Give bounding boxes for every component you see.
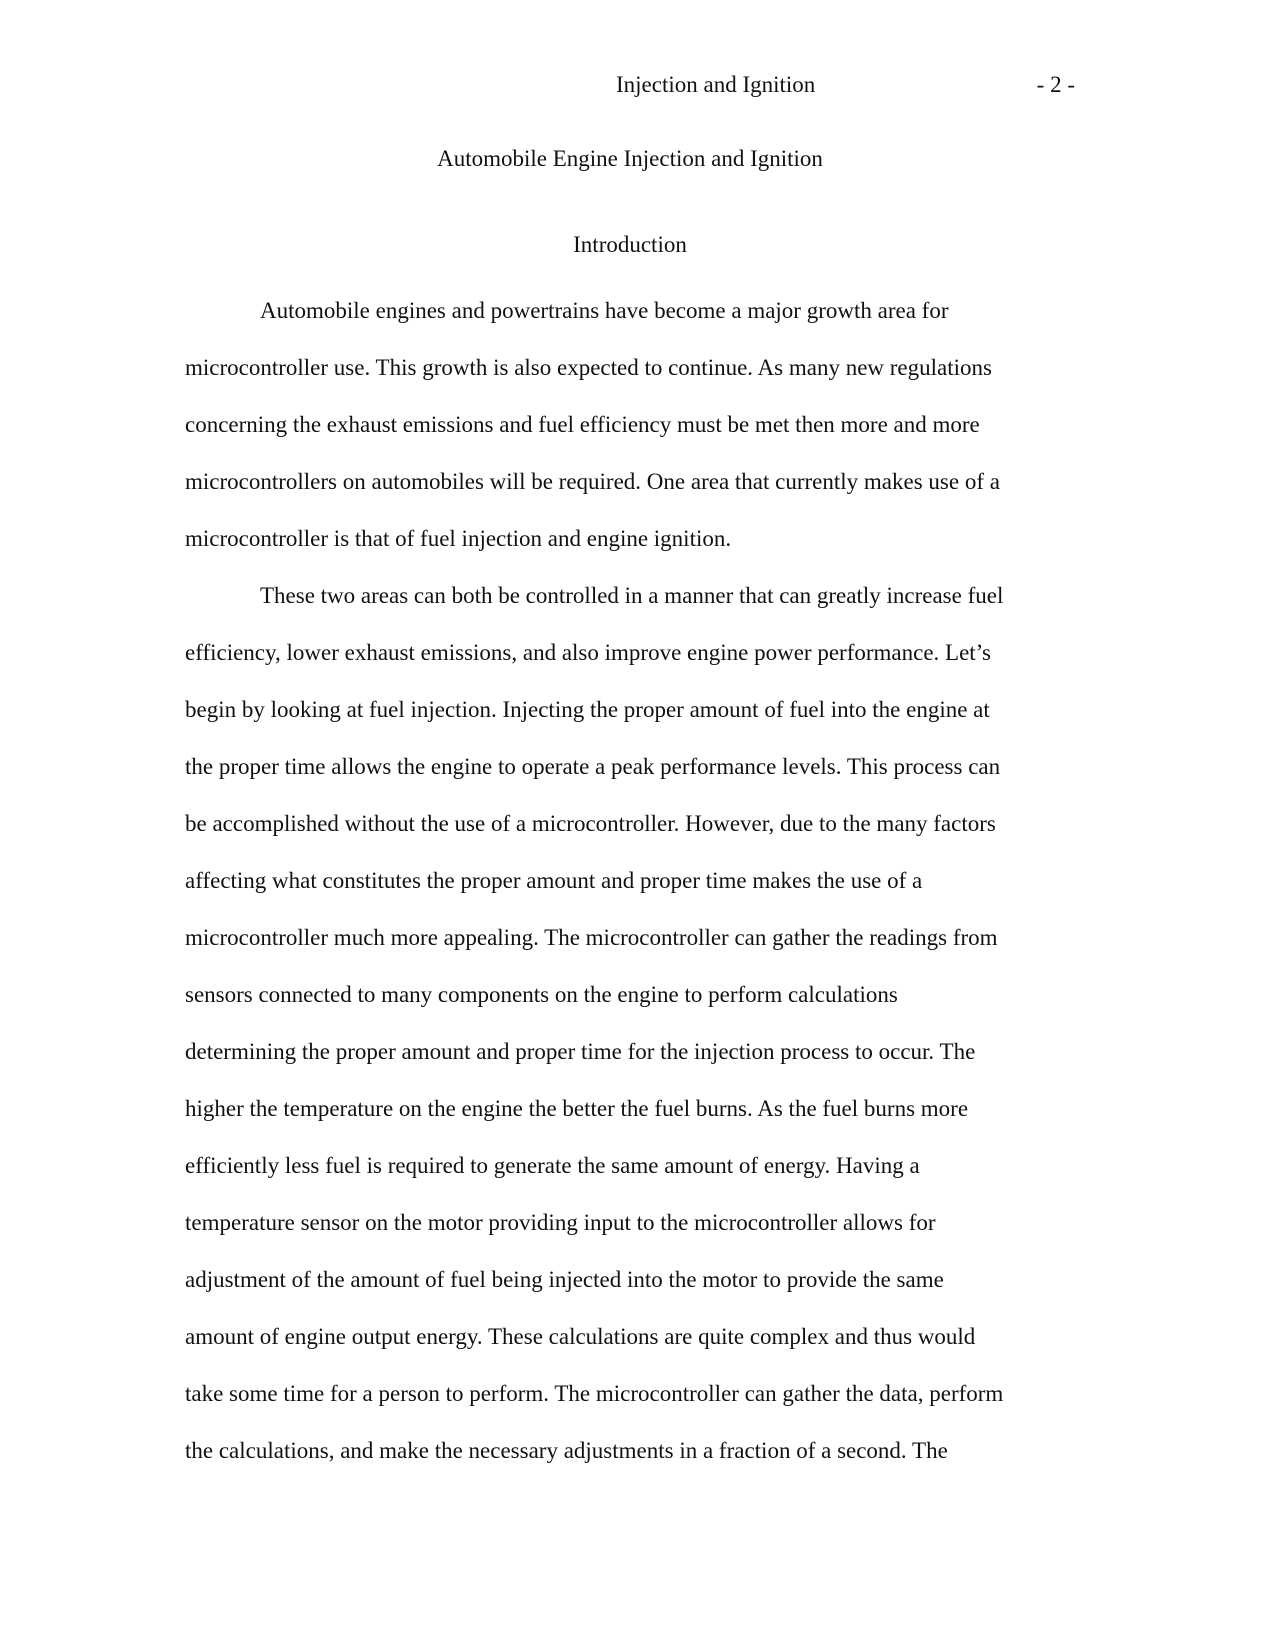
document-title: Automobile Engine Injection and Ignition (437, 146, 823, 171)
paragraph-line: microcontroller much more appealing. The microcontroller can gather the readings from (185, 925, 998, 950)
paragraph-2 (185, 567, 1075, 1479)
paragraph-line: efficiently less fuel is required to generate the same amount of energy. Having a (185, 1153, 920, 1178)
paragraph-line: Automobile engines and powertrains have become a major growth area for (260, 298, 949, 323)
paragraph-line: the calculations, and make the necessary adjustments in a fraction of a second. The (185, 1438, 948, 1463)
paragraph-line: microcontroller use. This growth is also expected to continue. As many new regulations (185, 355, 992, 380)
paragraph-line: efficiency, lower exhaust emissions, and also improve engine power performance. Let’s (185, 640, 992, 665)
paragraph-line: the proper time allows the engine to operate a peak performance levels. This process can (185, 754, 1001, 779)
paragraph-line: affecting what constitutes the proper amount and proper time makes the use of a (185, 868, 923, 893)
paragraph-line: amount of engine output energy. These calculations are quite complex and thus would (185, 1324, 976, 1349)
paragraph-line: microcontrollers on automobiles will be required. One area that currently makes use of a (185, 469, 1000, 494)
paragraph-line: higher the temperature on the engine the better the fuel burns. As the fuel burns more (185, 1096, 969, 1121)
paragraph-line: concerning the exhaust emissions and fuel efficiency must be met then more and more (185, 412, 980, 437)
page-number: - 2 - (1036, 72, 1075, 97)
paragraph-line: be accomplished without the use of a microcontroller. However, due to the many factors (185, 811, 996, 836)
paragraph-line: adjustment of the amount of fuel being injected into the motor to provide the same (185, 1267, 944, 1292)
paragraph-line: begin by looking at fuel injection. Injecting the proper amount of fuel into the engine at (185, 697, 990, 722)
paragraph-line: take some time for a person to perform. The microcontroller can gather the data, perform (185, 1381, 1004, 1406)
paragraph-line: determining the proper amount and proper time for the injection process to occur. The (185, 1039, 976, 1064)
paragraph-line: These two areas can both be controlled in a manner that can greatly increase fuel (260, 583, 1004, 608)
running-header (185, 68, 1075, 102)
body-text (185, 282, 1075, 1479)
paragraph-line: temperature sensor on the motor providing input to the microcontroller allows for (185, 1210, 936, 1235)
running-head-title: Injection and Ignition (616, 72, 816, 97)
paragraph-1 (185, 282, 1075, 567)
paragraph-line: sensors connected to many components on the engine to perform calculations (185, 982, 898, 1007)
paragraph-line: microcontroller is that of fuel injection and engine ignition. (185, 526, 732, 551)
section-heading: Introduction (573, 232, 687, 257)
